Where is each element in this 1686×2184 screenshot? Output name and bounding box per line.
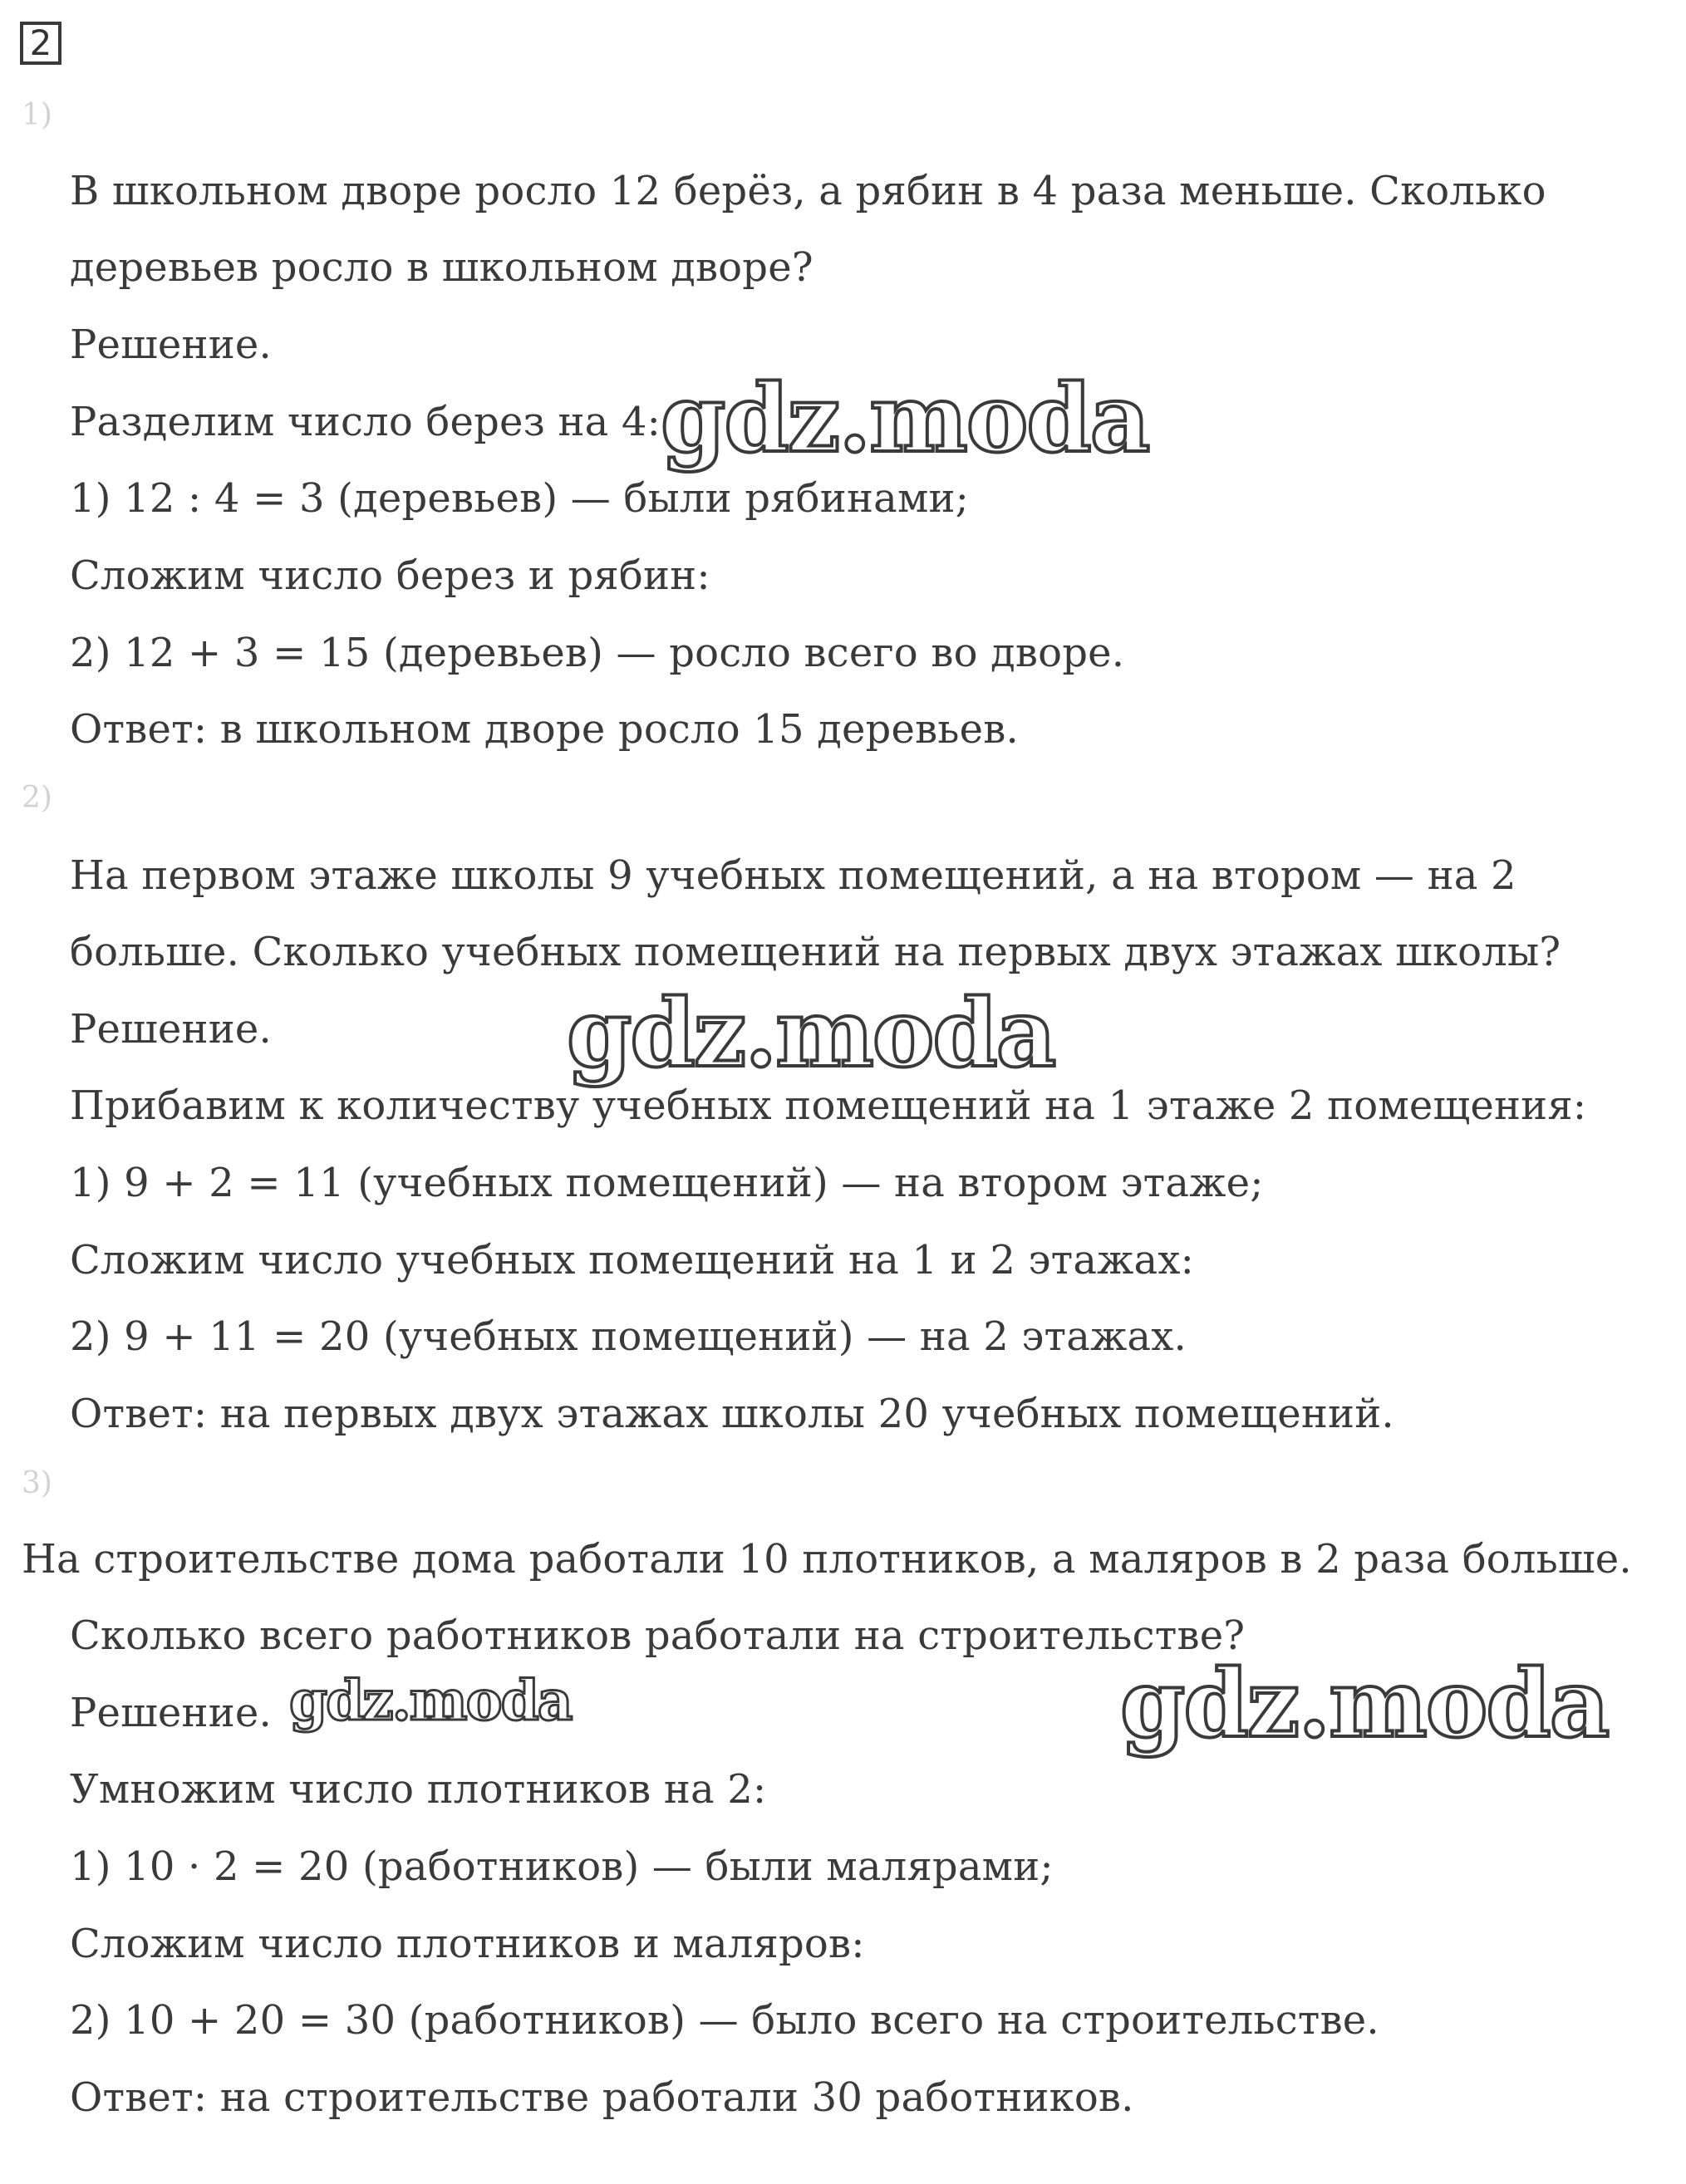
problem-2-line-1: На первом этаже школы 9 учебных помещений, а на втором — на 2 bbox=[70, 852, 1516, 899]
problem-2-line-8: Ответ: на первых двух этажах школы 20 учебных помещений. bbox=[70, 1391, 1394, 1437]
problem-1-line-7: 2) 12 + 3 = 15 (деревьев) — росло всего во дворе. bbox=[70, 630, 1125, 676]
problem-2-line-2: больше. Сколько учебных помещений на первых двух этажах школы? bbox=[70, 929, 1561, 975]
problem-3-line-3: Решение. bbox=[70, 1690, 272, 1736]
problem-3-line-8: Ответ: на строительстве работали 30 работников. bbox=[70, 2074, 1134, 2121]
problem-1-line-4: Разделим число берез на 4: bbox=[70, 399, 661, 445]
problem-1-line-2: деревьев росло в школьном дворе? bbox=[70, 244, 814, 291]
problem-2-line-5: 1) 9 + 2 = 11 (учебных помещений) — на втором этаже; bbox=[70, 1160, 1264, 1206]
problem-2-line-6: Сложим число учебных помещений на 1 и 2 этажах: bbox=[70, 1237, 1195, 1283]
task-number-box: 2 bbox=[20, 22, 61, 65]
problem-1-line-8: Ответ: в школьном дворе росло 15 деревьев. bbox=[70, 706, 1019, 753]
watermark-1: gdz.moda bbox=[661, 365, 1149, 474]
problem-3-line-4: Умножим число плотников на 2: bbox=[70, 1766, 767, 1813]
problem-3-line-6: Сложим число плотников и маляров: bbox=[70, 1921, 865, 1967]
watermark-4: gdz.moda bbox=[1120, 1650, 1609, 1759]
problem-1-number: 1) bbox=[22, 98, 52, 132]
problem-3-number: 3) bbox=[22, 1466, 52, 1500]
watermark-3: gdz.moda bbox=[289, 1668, 572, 1733]
problem-2-line-7: 2) 9 + 11 = 20 (учебных помещений) — на 2 этажах. bbox=[70, 1313, 1187, 1360]
problem-3-line-5: 1) 10 · 2 = 20 (работников) — были малярами; bbox=[70, 1843, 1054, 1890]
problem-1-line-1: В школьном дворе росло 12 берёз, а рябин в 4 раза меньше. Сколько bbox=[70, 168, 1546, 214]
problem-1-line-5: 1) 12 : 4 = 3 (деревьев) — были рябинами; bbox=[70, 475, 970, 522]
problem-1-line-3: Решение. bbox=[70, 321, 272, 368]
problem-2-line-4: Прибавим к количеству учебных помещений на 1 этаже 2 помещения: bbox=[70, 1082, 1587, 1129]
problem-2-line-3: Решение. bbox=[70, 1006, 272, 1053]
problem-1-line-6: Сложим число берез и рябин: bbox=[70, 552, 710, 599]
problem-2-number: 2) bbox=[22, 781, 52, 815]
problem-3-line-2: Сколько всего работников работали на строительстве? bbox=[70, 1612, 1246, 1659]
watermark-2: gdz.moda bbox=[567, 979, 1055, 1088]
problem-3-line-1: На строительстве дома работали 10 плотников, а маляров в 2 раза больше. bbox=[22, 1536, 1632, 1583]
problem-3-line-7: 2) 10 + 20 = 30 (работников) — было всего на строительстве. bbox=[70, 1997, 1379, 2044]
